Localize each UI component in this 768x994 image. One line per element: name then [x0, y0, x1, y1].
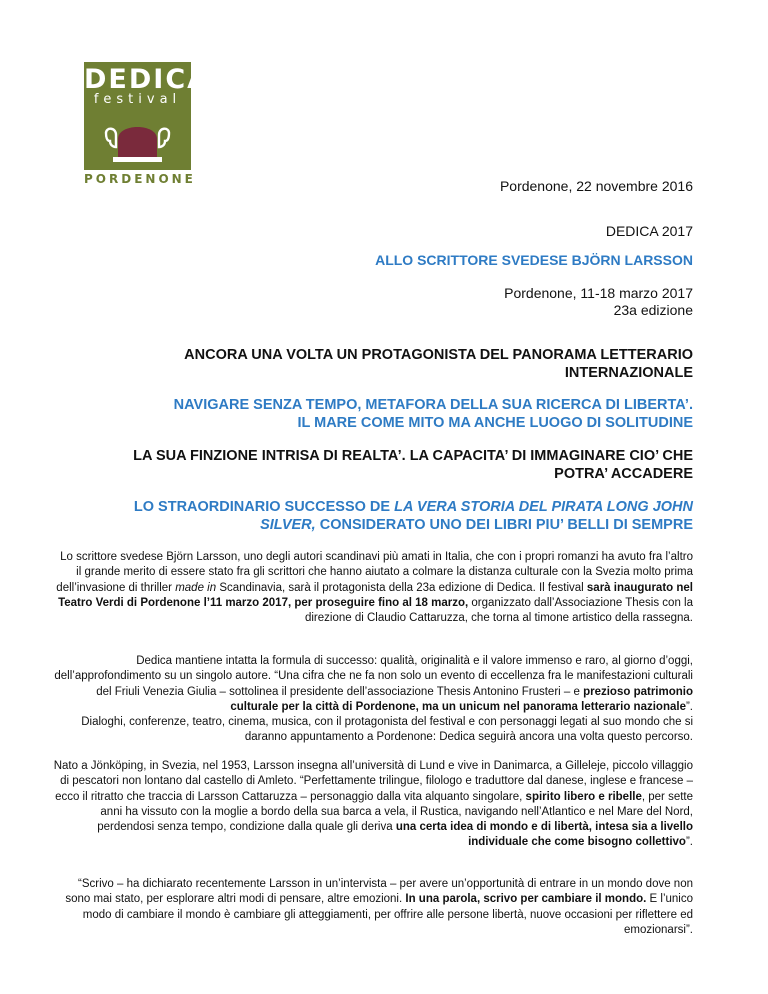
dedication-line: ALLO SCRITTORE SVEDESE BJÖRN LARSSON	[375, 252, 693, 268]
place-date: Pordenone, 22 novembre 2016	[499, 178, 693, 194]
logo-subtitle: festival	[93, 92, 182, 107]
logo-background	[84, 62, 211, 170]
paragraph-4-bold: In una parola, scrivo per cambiare il mondo.	[405, 893, 647, 906]
paragraph-4	[53, 877, 693, 938]
chair-icon	[104, 117, 171, 167]
paragraph-4-text-a: “Scrivo – ha dichiarato recentemente Larsson in un’intervista – per avere un’opportunità di entrare in un mondo dove non sono mai stato, per esplorare altri modi di pensare, altre emozioni.	[65, 878, 693, 906]
paragraph-1-bold: sarà inaugurato nel Teatro Verdi di Pordenone l’11 marzo 2017, per proseguire fino al 18 marzo,	[58, 581, 693, 609]
chair-arm-left	[106, 129, 116, 147]
headline-4-suffix: CONSIDERATO UNO DEI LIBRI PIU’ BELLI DI SEMPRE	[315, 517, 693, 533]
paragraph-3	[53, 759, 693, 851]
headline-1-line-2: INTERNAZIONALE	[564, 365, 693, 381]
chair-arm-right	[159, 129, 169, 147]
paragraph-2-text-b: ”.	[685, 700, 693, 713]
chair-back	[118, 127, 157, 161]
headline-2-line-1: NAVIGARE SENZA TEMPO, METAFORA DELLA SUA RICERCA DI LIBERTA’.	[173, 397, 693, 413]
headline-3	[133, 447, 693, 483]
paragraph-3-text-b: , per sette anni ha vissuto con la moglie a bordo della sua barca a vela, il Rustica, navigando nell’Atlantico e nel Mare del Nord, perdendosi senza tempo, condizione dalla quale gli deriva	[97, 790, 693, 834]
paragraph-1-text-a: Lo scrittore svedese Björn Larsson, uno degli autori scandinavi più amati in Italia, che con i propri romanzi ha avuto fra l’altro il grande merito di essere stato fra gli scrittori che hanno aiutato a colmare la distanza culturale con la Svezia molto prima dell’invasione di thriller	[56, 551, 693, 594]
paragraph-2-bold: prezioso patrimonio culturale per la città di Pordenone, ma un unicum nel panorama letterario nazionale	[230, 685, 693, 713]
paragraph-2-text-a: Dedica mantiene intatta la formula di successo: qualità, originalità e il valore immenso e raro, al giorno d’oggi, dell’approfondimento su un singolo autore. “Una cifra che ne fa non solo un evento di eccellenza fra le manifestazioni culturali del Friuli Venezia Giulia – sottolinea il presidente dell’associazione Thesis Antonino Frusteri – e	[54, 655, 693, 698]
headline-3-line-1: LA SUA FINZIONE INTRISA DI REALTA’. LA CAPACITA’ DI IMMAGINARE CIO’ CHE	[133, 448, 693, 464]
paragraph-1	[53, 550, 693, 626]
paragraph-3-bold-2: una certa idea di mondo e di libertà, intesa sia a livello individuale che come bisogno collettivo	[395, 821, 693, 849]
headline-4-book-title-b: SILVER,	[260, 517, 316, 533]
paragraph-4-text-b: E l’unico modo di cambiare il mondo è cambiare gli atteggiamenti, per offrire alle persone libertà, nuove occasioni per riflettere ed emozionarsi”.	[82, 893, 693, 936]
headline-2	[174, 396, 693, 432]
paragraph-2-text-c: Dialoghi, conferenze, teatro, cinema, musica, con il protagonista del festival e con personaggi legati al suo mondo che si daranno appuntamento a Pordenone: Dedica seguirà ancora una volta questo percorso.	[81, 716, 693, 744]
paragraph-3-bold-1: spirito libero e ribelle	[525, 790, 642, 803]
headline-4-prefix: LO STRAORDINARIO SUCCESSO DE	[133, 499, 395, 515]
headline-3-line-2: POTRA’ ACCADERE	[554, 466, 693, 482]
event-title: DEDICA 2017	[605, 223, 693, 239]
event-dates: Pordenone, 11-18 marzo 2017	[504, 285, 693, 301]
paragraph-1-made-in: made in	[175, 581, 217, 594]
headline-4	[134, 498, 693, 534]
chair-seat	[113, 157, 162, 162]
logo-title: DEDICA	[84, 64, 211, 95]
dedica-festival-logo	[84, 62, 211, 188]
paragraph-3-text-c: ”.	[685, 836, 693, 849]
headline-1	[184, 346, 693, 382]
paragraph-3-text-a: Nato a Jönköping, in Svezia, nel 1953, Larsson insegna all’università di Lund e vive in Danimarca, a Gilleleje, piccolo villaggio di pescatori non lontano dal castello di Amleto. “Perfettamente trilingue, filologo e traduttore dal danese, inglese e francese – ecco il ritratto che traccia di Larsson Cattaruzza – personaggio dalla vita alquanto singolare,	[53, 760, 693, 803]
headline-4-book-title-a: LA VERA STORIA DEL PIRATA LONG JOHN	[394, 499, 693, 515]
paragraph-1-text-c: organizzato dall’Associazione Thesis con la direzione di Claudio Cattaruzza, che torna al timone artistico della rassegna.	[304, 596, 693, 625]
logo-city: PORDENONE	[84, 172, 196, 186]
edition: 23a edizione	[613, 302, 693, 318]
paragraph-1-text-b: Scandinavia, sarà il protagonista della 23a edizione di Dedica. Il festival	[216, 581, 587, 594]
headline-1-line-1: ANCORA UNA VOLTA UN PROTAGONISTA DEL PANORAMA LETTERARIO	[184, 347, 693, 363]
headline-2-line-2: IL MARE COME MITO MA ANCHE LUOGO DI SOLITUDINE	[297, 415, 693, 431]
paragraph-2	[53, 654, 693, 746]
